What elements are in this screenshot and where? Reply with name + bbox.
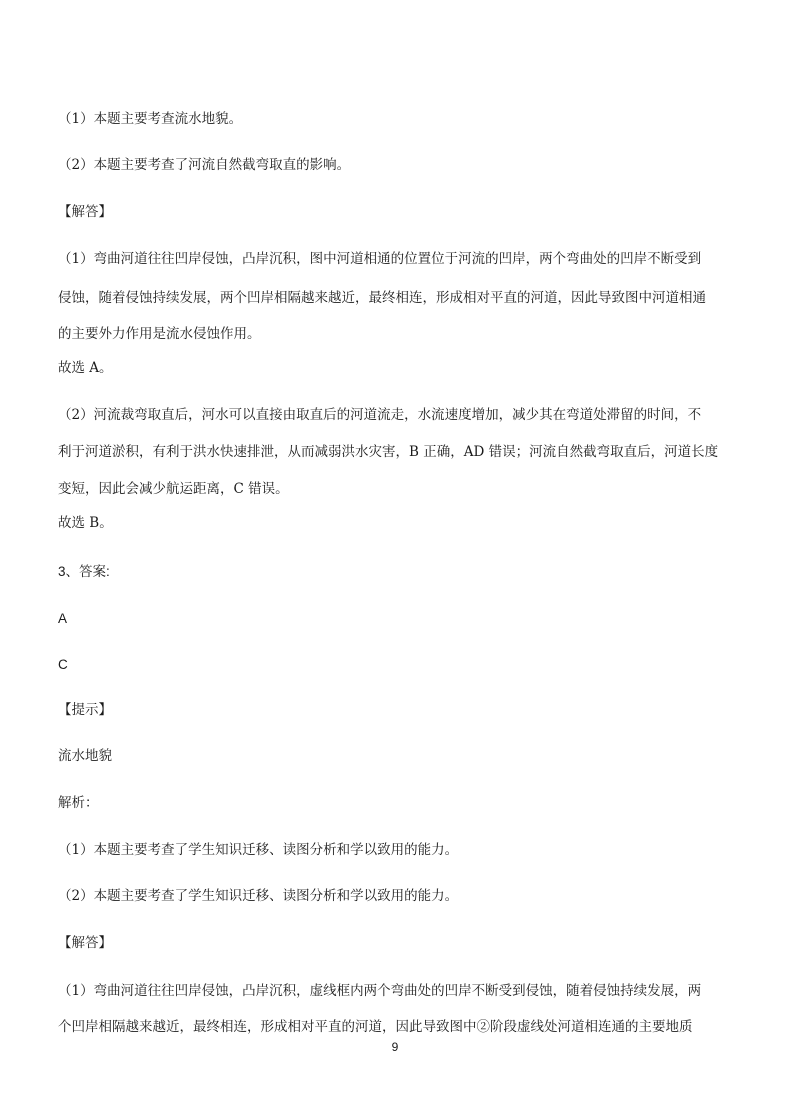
text-line: （2）本题主要考查了河流自然截弯取直的影响。: [58, 157, 351, 173]
text-line: （1）弯曲河道往往凹岸侵蚀，凸岸沉积，虚线框内两个弯曲处的凹岸不断受到侵蚀，随着侵蚀持续发展，两: [58, 983, 702, 999]
section-heading: 解析：: [58, 795, 99, 811]
text-line: （1）本题主要考查流水地貌。: [58, 111, 243, 127]
section-heading: 【解答】: [58, 935, 112, 951]
text-line: 的主要外力作用是流水侵蚀作用。: [58, 326, 261, 342]
answer-value: C: [58, 657, 68, 672]
text-line: （2）河流裁弯取直后，河水可以直接由取直后的河道流走，水流速度增加，减少其在弯道处滞留的时间，不: [58, 407, 702, 423]
section-heading: 【提示】: [58, 702, 112, 718]
text-line: 侵蚀，随着侵蚀持续发展，两个凹岸相隔越来越近，最终相连，形成相对平直的河道，因此导致图中河道相通: [58, 290, 706, 306]
text-line: 个凹岸相隔越来越近，最终相连，形成相对平直的河道，因此导致图中②阶段虚线处河道相连通的主要地质: [58, 1019, 693, 1035]
text-line: 流水地貌: [58, 748, 112, 764]
question-number: 3、答案:: [58, 564, 110, 579]
answer-value: A: [58, 611, 68, 626]
answer-choice: 故选 A。: [58, 360, 113, 376]
answer-choice: 故选 B。: [58, 515, 113, 531]
text-line: 变短，因此会减少航运距离，C 错误。: [58, 481, 289, 497]
text-line: （1）弯曲河道往往凹岸侵蚀，凸岸沉积，图中河道相通的位置位于河流的凹岸，两个弯曲处的凹岸不断受到: [58, 251, 702, 267]
page-number: 9: [391, 1040, 399, 1054]
text-line: （2）本题主要考查了学生知识迁移、读图分析和学以致用的能力。: [58, 888, 459, 904]
text-line: （1）本题主要考查了学生知识迁移、读图分析和学以致用的能力。: [58, 842, 459, 858]
text-line: 利于河道淤积，有利于洪水快速排泄，从而减弱洪水灾害，B 正确，AD 错误；河流自然截弯取直后，河道长度: [58, 444, 719, 460]
section-heading: 【解答】: [58, 204, 112, 220]
